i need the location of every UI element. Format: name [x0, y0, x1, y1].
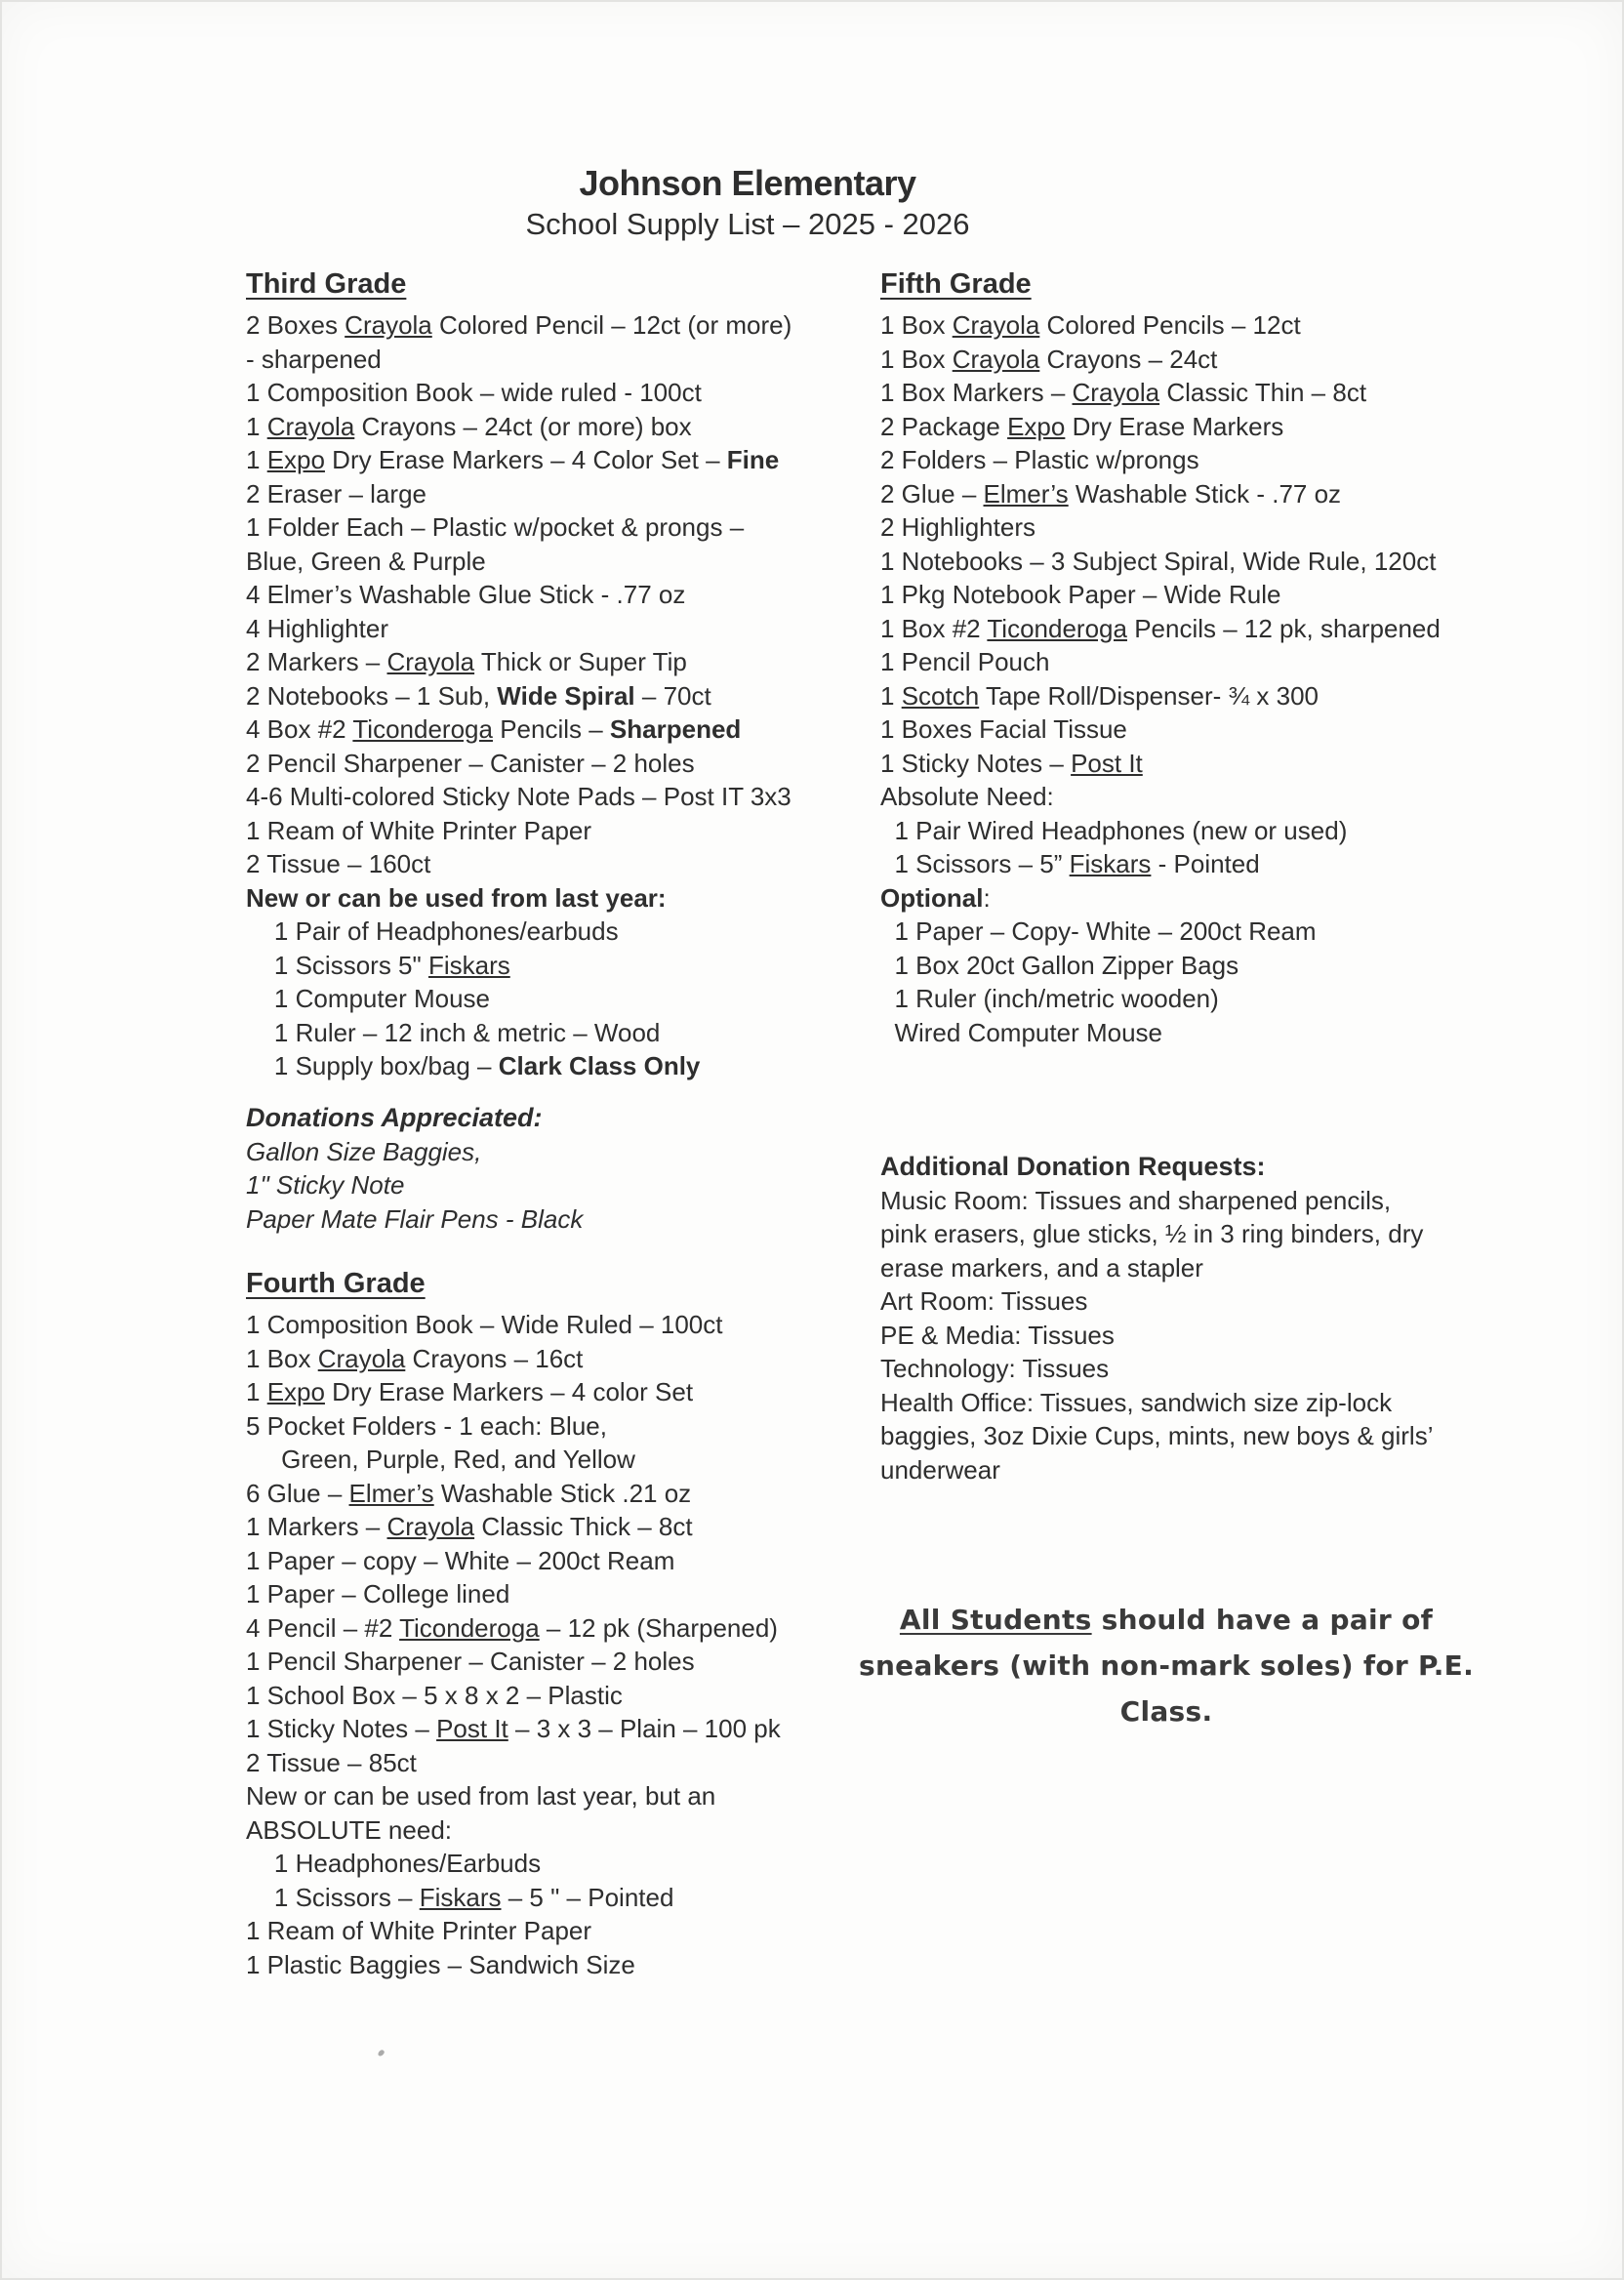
list-item: 1 Expo Dry Erase Markers – 4 color Set — [246, 1377, 694, 1406]
list-item: 1 Crayola Crayons – 24ct (or more) box — [246, 411, 692, 441]
list-item: 5 Pocket Folders - 1 each: Blue, — [246, 1410, 607, 1441]
fourth-grade-heading: Fourth Grade — [246, 1268, 426, 1299]
list-item: 1 Scissors 5" Fiskars — [246, 950, 510, 980]
list-item: 1 Pair of Headphones/earbuds — [246, 916, 619, 946]
section-donations-appreciated — [246, 1101, 583, 1236]
list-item: Gallon Size Baggies, — [246, 1136, 482, 1166]
list-item: 1 Folder Each – Plastic w/pocket & prongs – — [246, 512, 745, 542]
list-item: 1 Scissors – Fiskars – 5 " – Pointed — [246, 1882, 674, 1912]
list-item: 1 Pencil Sharpener – Canister – 2 holes — [246, 1647, 695, 1676]
list-item: Optional: — [880, 882, 991, 913]
list-item: 1 Paper – College lined — [246, 1579, 510, 1608]
list-item: - sharpened — [246, 344, 382, 374]
list-item: New or can be used from last year, but an — [246, 1781, 716, 1811]
list-item: 2 Notebooks – 1 Sub, Wide Spiral – 70ct — [246, 680, 711, 711]
list-item: pink erasers, glue sticks, ½ in 3 ring binders, dry — [880, 1219, 1424, 1248]
list-item: 2 Pencil Sharpener – Canister – 2 holes — [246, 748, 695, 778]
list-item: Technology: Tissues — [880, 1354, 1110, 1383]
list-item: 1 Pair Wired Headphones (new or used) — [880, 815, 1348, 845]
list-item: 1 Markers – Crayola Classic Thick – 8ct — [246, 1512, 693, 1541]
list-item: 1 Ream of White Printer Paper — [246, 815, 592, 845]
list-item: 1 Boxes Facial Tissue — [880, 714, 1127, 744]
list-item: Absolute Need: — [880, 782, 1054, 811]
list-item: 1 Notebooks – 3 Subject Spiral, Wide Rule, 120ct — [880, 546, 1437, 576]
fifth-grade-list — [880, 308, 1441, 1049]
list-item: 1 Supply box/bag – Clark Class Only — [246, 1051, 701, 1080]
list-item: 1 Sticky Notes – Post It — [880, 748, 1143, 778]
list-item: 1 Box #2 Ticonderoga Pencils – 12 pk, sharpened — [880, 613, 1441, 643]
list-item: sneakers (with non-mark soles) for P.E. — [858, 1649, 1475, 1682]
additional-donations-list — [880, 1184, 1433, 1487]
list-item: 1 Ruler (inch/metric wooden) — [880, 984, 1219, 1013]
list-item: Wired Computer Mouse — [880, 1017, 1162, 1047]
list-item: 1 Plastic Baggies – Sandwich Size — [246, 1949, 635, 1979]
list-item: erase markers, and a stapler — [880, 1252, 1203, 1282]
list-item: 2 Glue – Elmer’s Washable Stick - .77 oz — [880, 478, 1342, 509]
list-item: 6 Glue – Elmer’s Washable Stick .21 oz — [246, 1478, 692, 1508]
list-item: underwear — [880, 1454, 1000, 1485]
list-item: 4 Box #2 Ticonderoga Pencils – Sharpened — [246, 714, 742, 744]
list-item: 2 Boxes Crayola Colored Pencil – 12ct (or more) — [246, 310, 792, 340]
third-grade-list — [246, 308, 792, 1083]
list-item: 1 Ruler – 12 inch & metric – Wood — [246, 1017, 661, 1047]
list-item: 1 Paper – copy – White – 200ct Ream — [246, 1545, 675, 1575]
list-item: 2 Markers – Crayola Thick or Super Tip — [246, 647, 687, 676]
list-item: 4-6 Multi-colored Sticky Note Pads – Post IT 3x3 — [246, 782, 792, 811]
list-item: Blue, Green & Purple — [246, 546, 486, 576]
section-additional-donations — [880, 1150, 1433, 1486]
list-item: 2 Folders – Plastic w/prongs — [880, 445, 1199, 474]
list-item: Paper Mate Flair Pens - Black — [246, 1203, 584, 1234]
section-third-grade — [246, 265, 792, 1083]
list-item: ABSOLUTE need: — [246, 1814, 452, 1845]
list-item: 1 Box Crayola Crayons – 24ct — [880, 344, 1218, 374]
list-item: 1 Composition Book – Wide Ruled – 100ct — [246, 1310, 723, 1339]
list-item: 2 Highlighters — [880, 512, 1035, 542]
list-item: 2 Package Expo Dry Erase Markers — [880, 411, 1284, 441]
list-item: 1 Pencil Pouch — [880, 647, 1050, 676]
scan-artifact — [377, 2049, 385, 2057]
list-item: 4 Elmer’s Washable Glue Stick - .77 oz — [246, 580, 686, 609]
list-item: 1 Paper – Copy- White – 200ct Ream — [880, 916, 1317, 946]
list-item: 1 Composition Book – wide ruled - 100ct — [246, 378, 702, 407]
list-item: 1 Box Crayola Colored Pencils – 12ct — [880, 310, 1301, 340]
list-item: 1 Sticky Notes – Post It – 3 x 3 – Plain – 100 pk — [246, 1714, 781, 1743]
third-grade-heading: Third Grade — [246, 268, 407, 300]
list-item: 1 Pkg Notebook Paper – Wide Rule — [880, 580, 1281, 609]
list-item: 2 Tissue – 85ct — [246, 1747, 417, 1777]
document-subtitle: School Supply List – 2025 - 2026 — [525, 207, 970, 241]
list-item: 1" Sticky Note — [246, 1170, 405, 1200]
list-item: PE & Media: Tissues — [880, 1320, 1115, 1350]
section-pe-note — [839, 1597, 1493, 1734]
list-item: 1 Box 20ct Gallon Zipper Bags — [880, 950, 1239, 980]
list-item: 2 Tissue – 160ct — [246, 849, 431, 878]
list-item: baggies, 3oz Dixie Cups, mints, new boys & girls’ — [880, 1421, 1434, 1450]
list-item: New or can be used from last year: — [246, 882, 667, 913]
list-item: 1 Headphones/Earbuds — [246, 1849, 542, 1878]
fifth-grade-heading: Fifth Grade — [880, 268, 1032, 300]
list-item: Class. — [1119, 1695, 1213, 1728]
list-item: All Students should have a pair of — [899, 1604, 1434, 1636]
list-item: 1 School Box – 5 x 8 x 2 – Plastic — [246, 1680, 623, 1710]
section-fifth-grade — [880, 265, 1441, 1049]
list-item: Health Office: Tissues, sandwich size zip-lock — [880, 1387, 1393, 1417]
donations-heading: Donations Appreciated: — [246, 1103, 543, 1132]
list-item: Green, Purple, Red, and Yellow — [246, 1445, 635, 1474]
additional-donations-heading: Additional Donation Requests: — [880, 1152, 1266, 1181]
donations-list — [246, 1135, 583, 1237]
list-item: 2 Eraser – large — [246, 478, 426, 509]
list-item: 1 Ream of White Printer Paper — [246, 1916, 592, 1945]
list-item: 4 Pencil – #2 Ticonderoga – 12 pk (Sharpened) — [246, 1612, 778, 1643]
list-item: 1 Scotch Tape Roll/Dispenser- ¾ x 300 — [880, 680, 1320, 711]
document-title: Johnson Elementary — [579, 163, 916, 203]
title-block — [0, 162, 1495, 244]
section-fourth-grade — [246, 1265, 781, 1981]
list-item: Art Room: Tissues — [880, 1286, 1088, 1316]
list-item: Music Room: Tissues and sharpened pencils, — [880, 1185, 1392, 1215]
list-item: 1 Box Crayola Crayons – 16ct — [246, 1343, 584, 1373]
list-item: 1 Expo Dry Erase Markers – 4 Color Set – Fine — [246, 445, 780, 474]
list-item: 1 Box Markers – Crayola Classic Thin – 8ct — [880, 378, 1367, 407]
pe-note-text — [839, 1597, 1493, 1734]
list-item: 1 Computer Mouse — [246, 984, 490, 1013]
fourth-grade-list — [246, 1308, 781, 1981]
list-item: 4 Highlighter — [246, 613, 388, 643]
list-item: 1 Scissors – 5” Fiskars - Pointed — [880, 849, 1260, 878]
